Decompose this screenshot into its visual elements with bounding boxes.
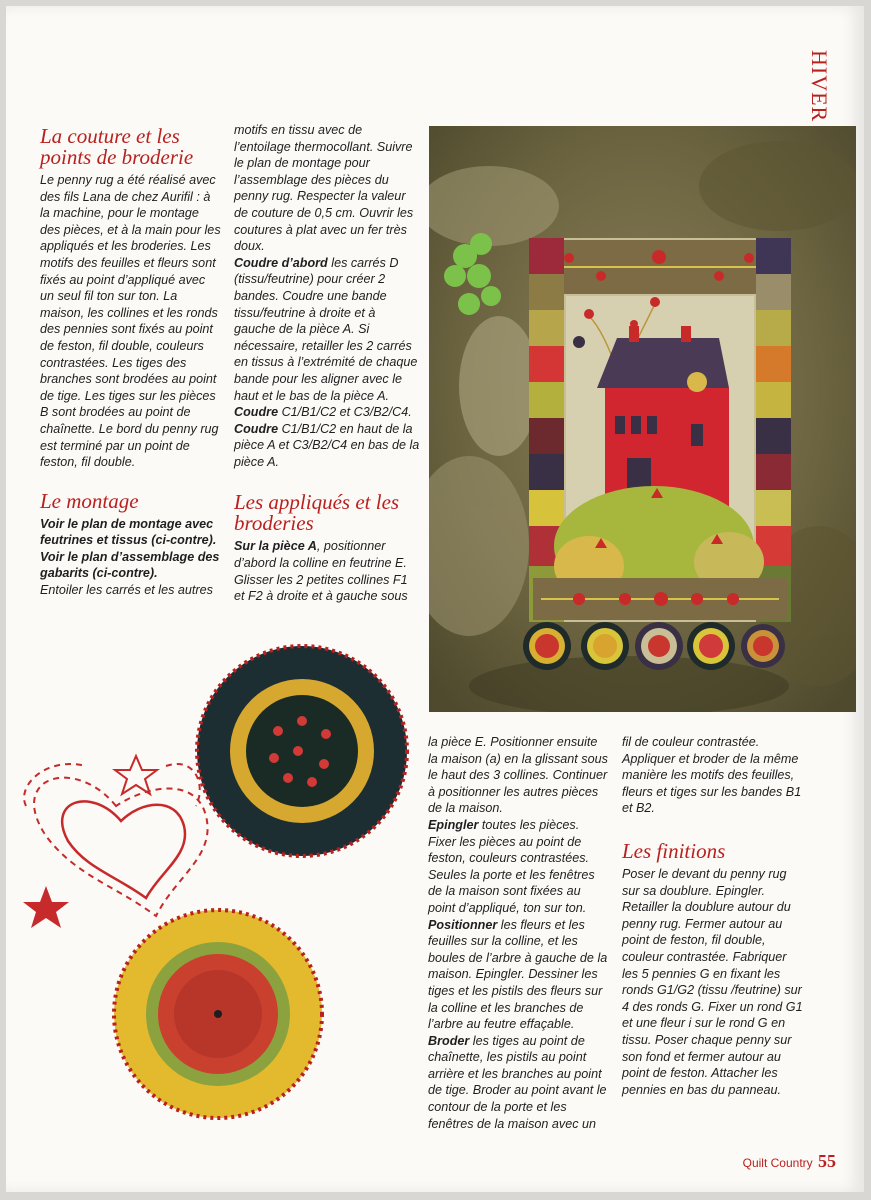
para-couture: Le penny rug a été réalisé avec des fils Lana de chez Aurifil : à la machine, pour le montage des pièces, et à la main pour les appliqués et les broderies. Les motifs des feuilles et fleurs sont fixés au point d’appliqué avec un seul fil ton sur ton. La maison, les collines et les ronds des pennies sont fixés au point de feston, fil double, couleurs contrastées. Les tiges des branches sont brodées au point de tige. Les tiges sur les pièces B sont brodées au point de chaînette. Le bord du penny rug est terminé par un point de feston, fil double.: [40, 173, 221, 470]
para-fil: fil de couleur contrastée. Appliquer et broder de la même manière les motifs des feuilles, fleurs et tiges sur les bandes B1 et B2.: [622, 735, 802, 816]
step-epingler: Epingler: [428, 817, 479, 832]
magazine-name: Quilt Country: [742, 1156, 813, 1170]
step-positionner: Positionner: [428, 917, 498, 932]
step-coudre-c1-haut: Coudre: [234, 421, 279, 436]
quilt-photo: [429, 126, 856, 712]
heading-montage: Le montage: [40, 488, 139, 513]
step-coudre-c1-haut-text: C1/B1/C2 en haut de la pièce A et C3/B2/C4 en bas de la pièce A.: [234, 421, 420, 469]
step-coudre-c1: Coudre: [234, 405, 279, 420]
step-broder-text: les tiges au point de chaînette, les pistils au point arrière et les branches au point de tige. Broder au point avant le contour de la porte et les fenêtres de la maison avec un: [428, 1033, 607, 1131]
para-maison: la pièce E. Positionner ensuite la maison (a) en la glissant sous le haut des 3 collines. Continuer à positionner les autres pièces de la maison.: [428, 735, 608, 816]
step-coudre-abord-text: les carrés D (tissu/feutrine) pour créer 2 bandes. Coudre une bande tissu/feutrine à droite et à gauche de la pièce A. Si nécessaire, retailler les 2 carrés en tissus à l’extrémité de chaque bande pour les aligner avec le haut et le bas de la pièce A.: [234, 255, 418, 403]
step-piece-a-text: , positionner d’abord la colline en feutrine E. Glisser les 2 petites collines F1 et F2 à droite et à gauche sous: [234, 539, 408, 604]
para-finitions: Poser le devant du penny rug sur sa doublure. Epingler. Retailler la doublure autour du penny rug. Fermer autour au point de feston, fil double, couleur contrastée. Fabriquer les 5 pennies G en fixant les ronds G1/G2 (tissu /feutrine) sur 4 des ronds G. Fixer un rond G1 et une fleur i sur le rond G en tissu. Poser chaque penny sur son fond et fermer autour au point de feston. Attacher les pennies en bas du panneau.: [622, 866, 803, 1097]
para-motifs: motifs en tissu avec de l’entoilage thermocollant. Suivre le plan de montage pour l’assemblage des pièces du penny rug. Respecter la valeur de couture de 0,5 cm. Ouvrir les coutures à plat avec un fer très doux.: [234, 123, 414, 254]
magazine-page: [6, 6, 864, 1192]
step-coudre-c1-text: C1/B1/C2 et C3/B2/C4.: [278, 405, 412, 420]
column-4: [622, 734, 804, 1098]
ref-plan-assemblage: Voir le plan d’assemblage des gabarits (ci-contre).: [40, 549, 220, 581]
step-piece-a: Sur la pièce A: [234, 539, 317, 554]
column-1: [40, 126, 222, 599]
heading-appliques: Les appliqués et les broderies: [234, 490, 400, 536]
step-coudre-abord: Coudre d’abord: [234, 255, 328, 270]
step-positionner-text: les fleurs et les feuilles sur la colline, et les boules de l’arbre à gauche de la maison. Epingler. Dessiner les tiges et les pistils des fleurs sur la colline et les branches de l’arbre au feutre effaçable.: [428, 917, 608, 1032]
section-tab-label: HIVER: [807, 50, 832, 123]
ref-plan-montage: Voir le plan de montage avec feutrines et tissus (ci-contre).: [40, 516, 217, 548]
heading-couture: La couture et les points de broderie: [40, 124, 194, 169]
column-3: [428, 734, 610, 1132]
pennies-illustration: [6, 636, 416, 1126]
page-footer: [743, 1151, 836, 1172]
column-2: [234, 122, 420, 605]
heading-finitions: Les finitions: [622, 838, 726, 863]
para-entoiler: Entoiler les carrés et les autres: [40, 583, 213, 598]
step-epingler-text: toutes les pièces. Fixer les pièces au point de feston, couleurs contrastées. Seules la porte et les fenêtres de la maison sont fixées au point d’appliqué, ton sur ton.: [428, 817, 595, 915]
page-number: 55: [818, 1151, 836, 1171]
step-broder: Broder: [428, 1033, 470, 1048]
